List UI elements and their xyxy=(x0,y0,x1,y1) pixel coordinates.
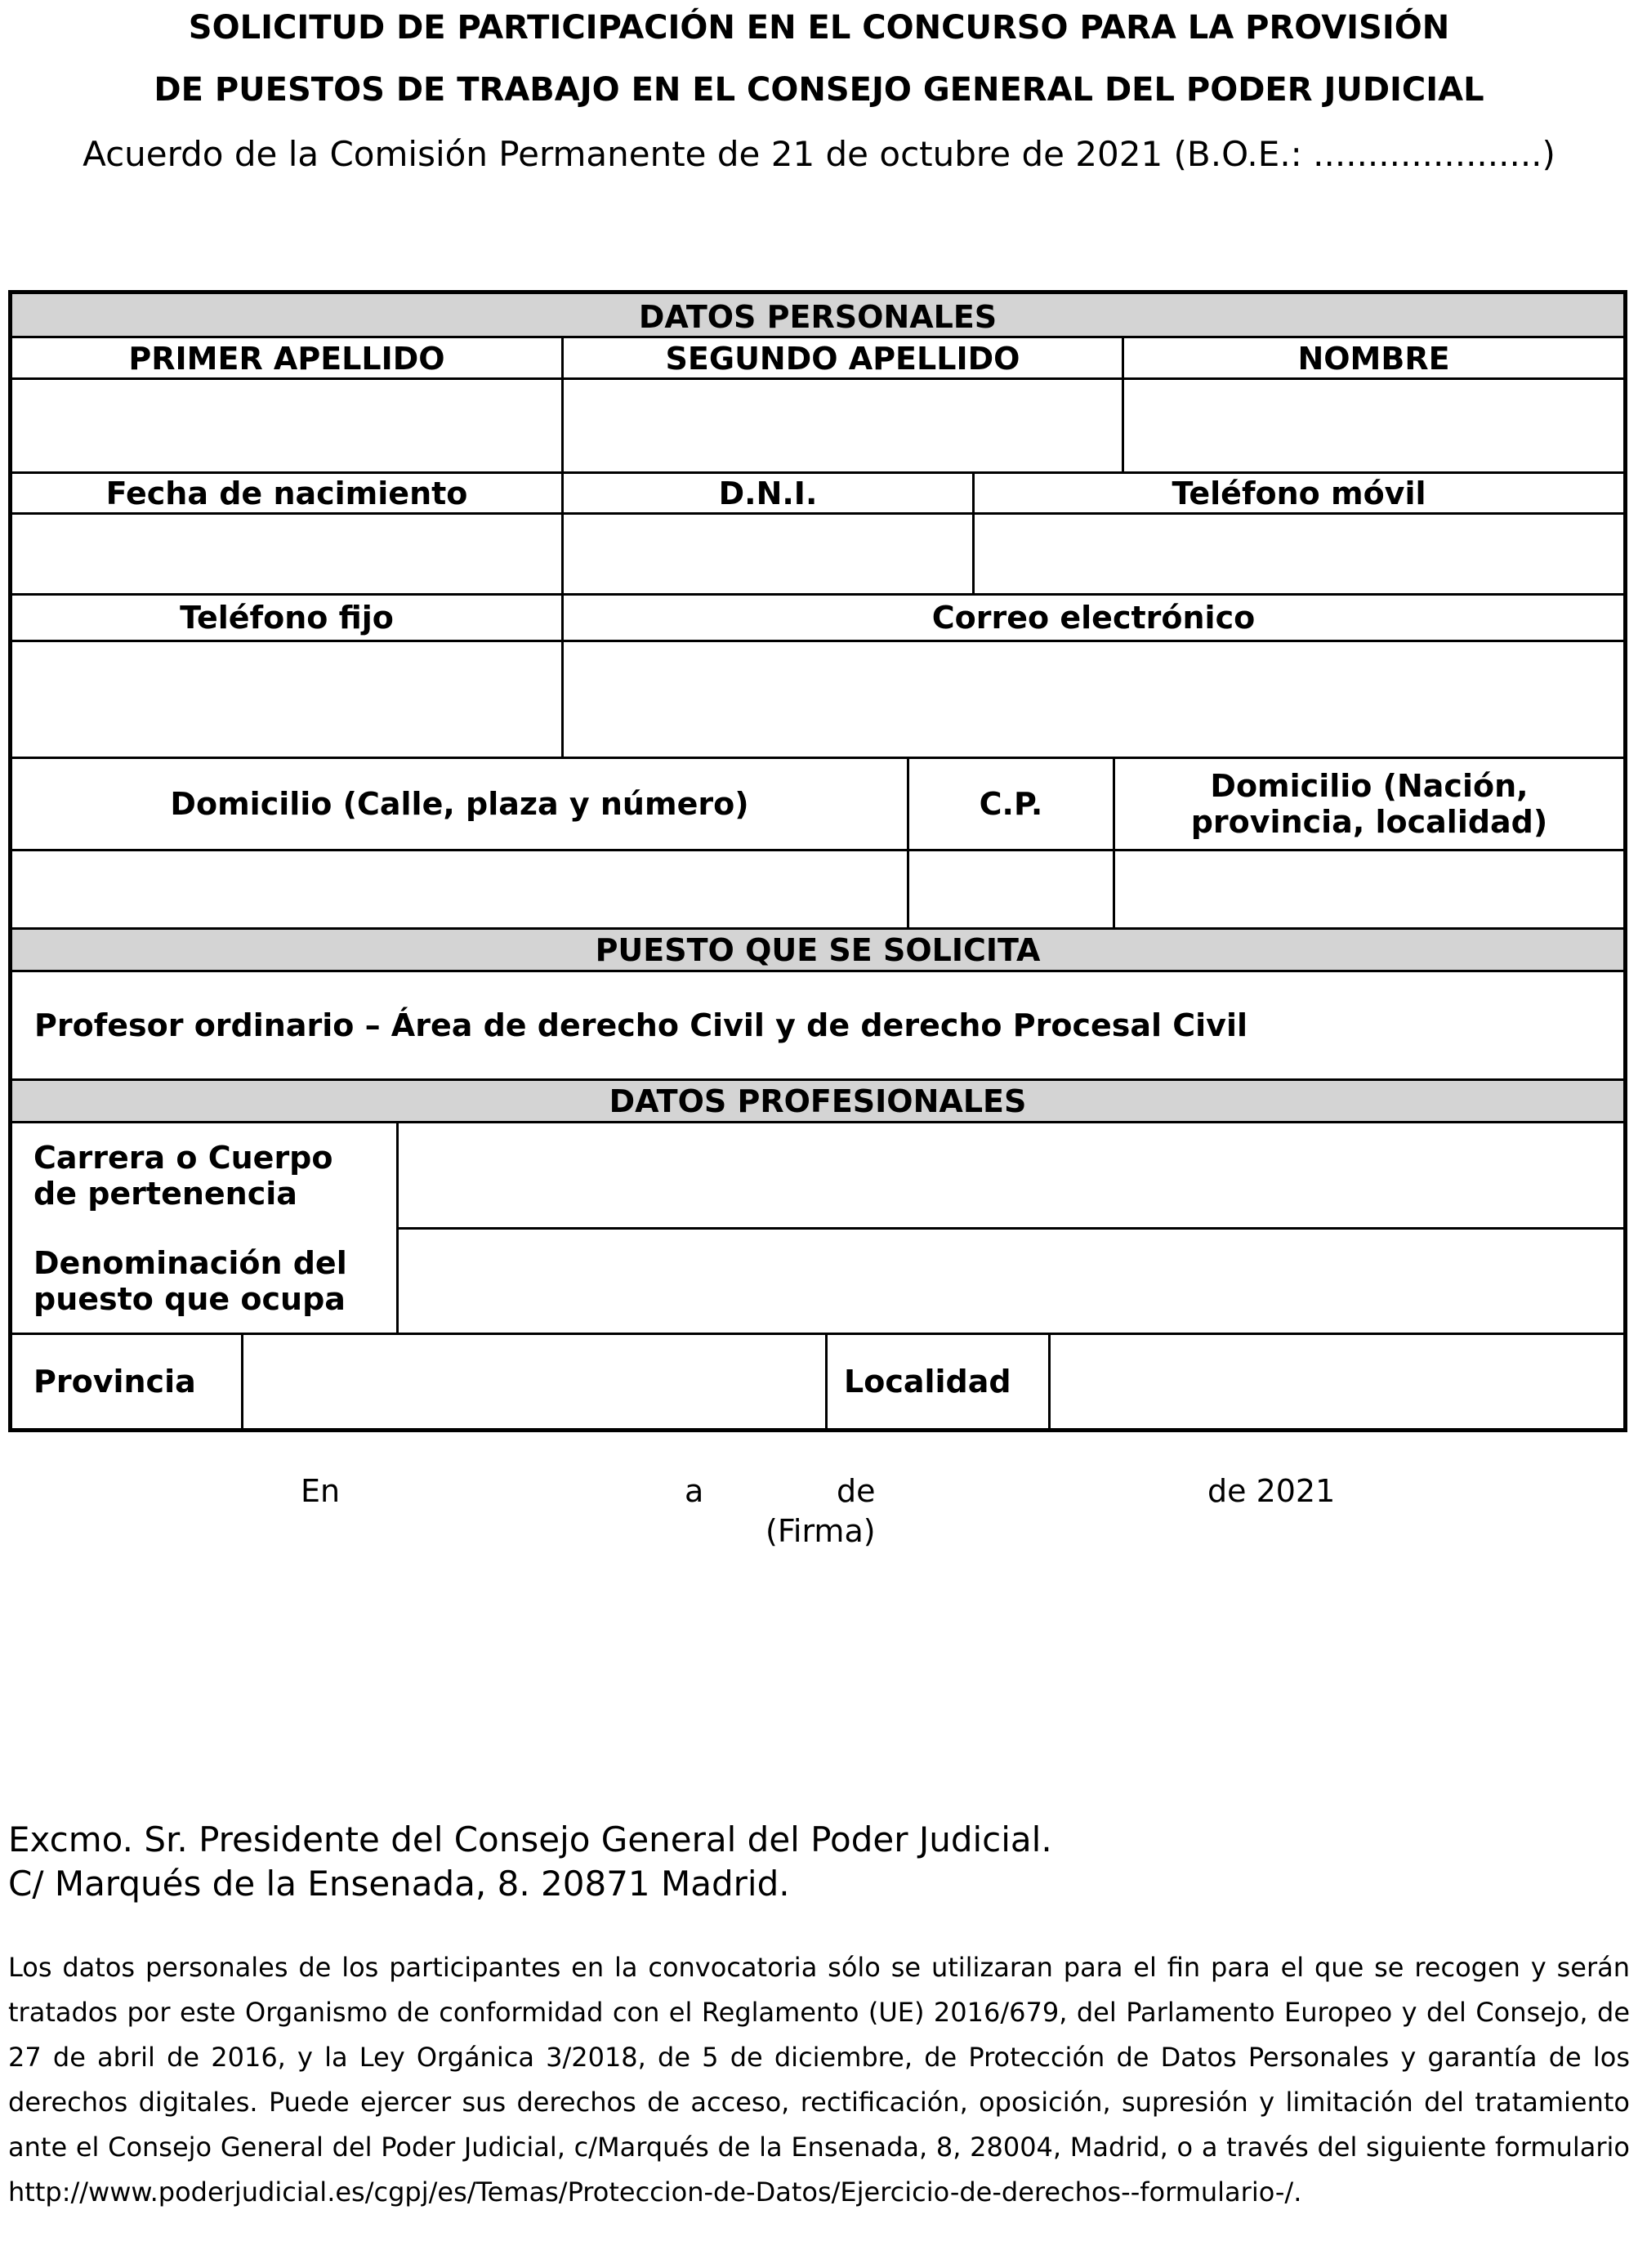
denominacion-label: Denominación del puesto que ocupa xyxy=(33,1245,347,1317)
localidad-label: Localidad xyxy=(844,1364,1011,1400)
telefono-movil-label: Teléfono móvil xyxy=(1172,475,1426,511)
fecha-nacimiento-label: Fecha de nacimiento xyxy=(105,475,468,511)
telefono-fijo-label: Teléfono fijo xyxy=(180,600,394,636)
privacy-notice: Los datos personales de los participantes en la convocatoria sólo se utilizaran para el fin para el que se recogen y serán tratados por este Organismo de conformidad con el Reglamento (UE) 2016/679, del Parlamento Europeo y del Consejo, de 27 de abril de 2016, y la Ley Orgánica 3/2018, de 5 de diciembre, de Protección de Datos Personales y garantía de los derechos digitales. Puede ejercer sus derechos de acceso, rectificación, oposición, supresión y limitación del tratamiento ante el Consejo General del Poder Judicial, c/Marqués de la Ensenada, 8, 28004, Madrid, o a través del siguiente formulario http://www.poderjudicial.es/cgpj/es/Temas/Proteccion-de-Datos/Ejercicio-de-derechos--formulario-/. xyxy=(8,1952,1630,2208)
destinatario-line2: C/ Marqués de la Ensenada, 8. 20871 Madrid. xyxy=(8,1864,790,1904)
cp-label: C.P. xyxy=(979,786,1043,822)
fecha-de-label: de xyxy=(837,1473,876,1509)
form-title-line1: SOLICITUD DE PARTICIPACIÓN EN EL CONCURSO PARA LA PROVISIÓN xyxy=(188,9,1450,47)
correo-label: Correo electrónico xyxy=(931,600,1256,636)
firma-label: (Firma) xyxy=(765,1513,876,1549)
datos-personales-title: DATOS PERSONALES xyxy=(638,299,998,335)
lugar-en-label: En xyxy=(301,1473,341,1509)
form-subtitle: Acuerdo de la Comisión Permanente de 21 de octubre de 2021 (B.O.E.: .....................) xyxy=(83,134,1555,174)
puesto-title: PUESTO QUE SE SOLICITA xyxy=(595,931,1041,968)
application-form xyxy=(8,290,1627,1432)
domicilio-nacion-label: Domicilio (Nación, provincia, localidad) xyxy=(1190,768,1548,840)
form-frame xyxy=(8,290,1627,1432)
carrera-label: Carrera o Cuerpo de pertenencia xyxy=(33,1139,333,1212)
domicilio-calle-label: Domicilio (Calle, plaza y número) xyxy=(170,786,749,822)
form-title-line2: DE PUESTOS DE TRABAJO EN EL CONSEJO GENERAL DEL PODER JUDICIAL xyxy=(154,71,1484,109)
nombre-label: NOMBRE xyxy=(1297,340,1450,377)
fecha-a-label: a xyxy=(685,1473,704,1509)
datos-profesionales-title: DATOS PROFESIONALES xyxy=(609,1083,1027,1119)
destinatario-line1: Excmo. Sr. Presidente del Consejo General del Poder Judicial. xyxy=(8,1819,1052,1859)
provincia-label: Provincia xyxy=(33,1364,196,1400)
fecha-anio-label: de 2021 xyxy=(1207,1473,1336,1509)
segundo-apellido-label: SEGUNDO APELLIDO xyxy=(665,340,1020,377)
puesto-solicitado-value: Profesor ordinario – Área de derecho Civil y de derecho Procesal Civil xyxy=(34,1007,1248,1043)
primer-apellido-label: PRIMER APELLIDO xyxy=(128,340,445,377)
dni-label: D.N.I. xyxy=(718,475,818,511)
